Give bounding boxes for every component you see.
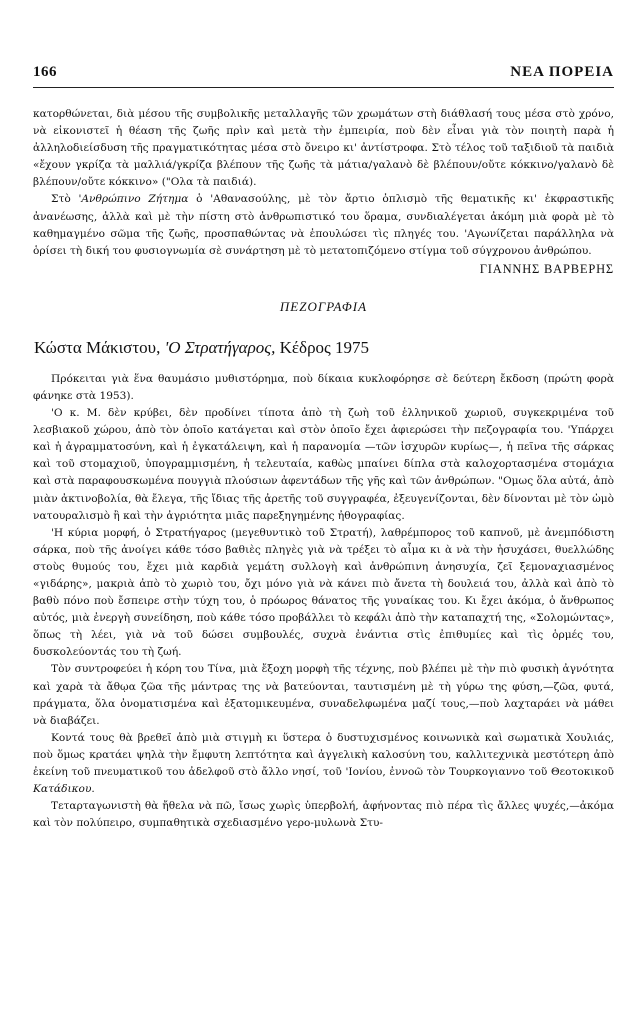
journal-title: ΝΕΑ ΠΟΡΕΙΑ	[510, 64, 614, 80]
running-header	[33, 64, 614, 88]
intro-p2-rest: ὁ 'Αθανασούλης, μὲ τὸν ἄρτιο ὁπλισμὸ τῆς θεματικῆς κι' ἐκφραστικῆς ἀνανέωσης, ἀλλὰ καὶ μὲ τὴν πίστη στὸ ἀνθρωπιστικό του ὅραμα, συνδιαλέγεται ἀκόμη μιὰ φορὰ μὲ τὸ καθημαγμένο σῶμα τῆς ζωῆς, προσπαθώντας νὰ ἐπουλώσει τὶς πληγές του. 'Αγωνίζεται παράλληλα νὰ ὁρίσει τὴ δική του φυσιογνωμία σὲ συνάρτηση μὲ τὸ μετατοπιζόμενο στίγμα τοῦ σύγχρονου ἀνθρώπου.	[33, 193, 614, 257]
review-body	[33, 371, 614, 833]
intro-p2-prefix: Στὸ	[51, 193, 79, 206]
review-author: Κώστα Μάκιστου,	[34, 337, 161, 357]
review-book-title: 'Ο Στρατήγαρος,	[164, 337, 276, 357]
review-paragraph: Πρόκειται γιὰ ἕνα θαυμάσιο μυθιστόρημα, ποὺ δίκαια κυκλοφόρησε σὲ δεύτερη ἔκδοση (πρώτη φορὰ φάνηκε στὰ 1953).	[33, 372, 614, 402]
intro-paragraph-1: κατορθώνεται, διὰ μέσου τῆς συμβολικῆς μεταλλαγῆς τῶν χρωμάτων στὴ διάθλασή τους μέσα στὸ χρόνο, νὰ εἰκονιστεῖ ἡ θέαση τῆς ζωῆς πρὶν καὶ μετὰ τὴν ἐμπειρία, ποὺ δὲν εἶναι γιὰ τὸν ποιητὴ παρὰ ἡ ἀλληλοδιείσδυση τῆς πραγματικότητας μέσα στὸ ὄνειρο κι' ἀντίστροφα. Στὸ τέλος τοῦ ταξιδιοῦ τὰ παιδιὰ «ἔχουν γκρίζα τὰ μαλλιά/γκρίζα βλέπουν τῆς ζωῆς τὰ μάτια/γαλανὸ δὲ βλέπουν/οὔτε κόκκινο/γαλανὸ δὲ βλέπουν/οὔτε κόκκινο» ("Ολα τὰ παιδιά).	[33, 108, 614, 189]
section-heading: ΠΕΖΟΓΡΑΦΙΑ	[279, 298, 368, 314]
review-paragraph: 'Ο κ. Μ. δὲν κρύβει, δὲν προδίνει τίποτα ἀπὸ τὴ ζωὴ τοῦ ἑλληνικοῦ χωριοῦ, συγκεκριμένα τοῦ λεσβιακοῦ χώρου, ἀπὸ τὸν ὁποῖο κατάγεται καὶ στὸν ὁποῖο ἔχει ἀφιερώσει τὴν πεζογραφία του. 'Υπάρχει καὶ ἡ ἀγραμματοσύνη, καὶ ἡ ἐγκατάλειψη, καὶ ἡ παρανομία —τῶν ἰσχυρῶν κυρίως—, ἡ πεῖνα τῆς σάρκας καὶ τοῦ στομαχιοῦ, ὑπογραμμισμένη, ἡ τελευταία, καθὼς μπαίνει δίπλα στὰ καλοχορτασμένα στομάχια καὶ στὰ παραφουσκωμένα πουγγιὰ πλούσιων ἀφεντάδων τῆς γῆς καὶ τῶν ἀνθρώπων. "Ομως ὅλα αὐτά, ἀπὸ μιὰν ἀκτινοβολία, θὰ ἔλεγα, τῆς ἴδιας τῆς ἀρετῆς τοῦ συγγραφέα, ἐξευγενίζονται, δὲν δίνονται μὲ τὸν ὠμὸ νατουραλισμὸ ἢ καὶ τὴν ἀγριότητα μιᾶς παρεξηγημένης ἠθογραφίας.	[33, 407, 614, 522]
book-title-anthropino-zitima: 'Ανθρώπινο Ζήτημα	[78, 193, 189, 206]
review-paragraph: 'Η κύρια μορφή, ὁ Στρατήγαρος (μεγεθυντικὸ τοῦ Στρατή), λαθρέμπορος τοῦ καπνοῦ, μὲ ἀνεμπόδιστη σάρκα, ποὺ τῆς ἀνοίγει κάθε τόσο βαθιὲς πληγὲς γιὰ νὰ τρέξει τὸ αἷμα κι ὰ νὰ τὴν ἡσυχάσει, θυελλώδης στοὺς θυμούς του, ἔχει μιὰ καρδιὰ γεμάτη συλλογὴ καὶ ἀνθρώπινη ἀνησυχία, ζεῖ ξεμοναχιασμένος «γιδάρης», μακριὰ ἀπὸ τὸ χωριὸ του, ὄχι μόνο γιὰ νὰ κάνει πιὸ ἄνετα τὴ δουλειά του, ἀλλὰ καὶ ἀπὸ τὸ βαθὺ πόνο ποὺ ἔσπειρε στὴν τύχη του, ὁ πρόωρος θάνατος τῆς γυναίκας του. Κι ἔχει ἀκόμα, ὁ ἄνθρωπος αὐτός, μιὰ ἐνεργὴ συνείδηση, ποὺ κάθε τόσο προβάλλει τὸ κεφάλι ἀπὸ τὴν καταπαχτή της, «Σολομώντας», ὅπως τὴ λέει, γιὰ νὰ τοῦ δώσει συμβουλές, συχνὰ ἐνάντια στὶς ἐπιθυμίες καὶ τὶς ὁρμές του, δυσκολεύοντάς του τὴ ζωή.	[33, 526, 614, 659]
review-paragraph: Τεταρταγωνιστὴ θὰ ἤθελα νὰ πῶ, ἴσως χωρὶς ὑπερβολή, ἀφήνοντας πιὸ πέρα τὶς ἄλλες ψυχές,—ἀκόμα καὶ τὸν πολύπειρο, συμπαθητικὰ σχεδιασμένο γερο-μυλωνὰ Στυ-	[33, 800, 614, 830]
review-paragraph	[33, 730, 614, 798]
review-paragraph-5-end: .	[91, 783, 95, 796]
review-paragraph: Τὸν συντροφεύει ἡ κόρη του Τίνα, μιὰ ἔξοχη μορφὴ τῆς τέχνης, ποὺ βλέπει μὲ τὴν πιὸ φυσικὴ ἀγνότητα καὶ χαρὰ τὰ ἄθῳα ζῶα τῆς μάντρας της νὰ βατεύονται, ταυτισμένη μὲ τὴ γύρω της φύση,—ζῶα, φυτά, πράγματα, ὅλα ὀνοματισμένα καὶ ἐξατομικευμένα, συναδελφωμένα μαζί τους,—ποὺ λαχταράει νὰ μάθει νὰ διαβάζει.	[33, 663, 614, 727]
reviewer-signature: ΓΙΑΝΝΗΣ ΒΑΡΒΕΡΗΣ	[479, 261, 614, 276]
page-number: 166	[33, 64, 57, 80]
book-title-katadikou: Κατάδικου	[33, 783, 92, 796]
intro-paragraph-2	[33, 191, 614, 259]
review-heading	[33, 337, 614, 359]
review-paragraph-5-text: Κοντά τους θὰ βρεθεῖ ἀπὸ μιὰ στιγμὴ κι ὕστερα ὁ δυστυχισμένος κοινωνικὰ καὶ σωματικὰ Χουλιάς, ποὺ ὅμως κρατάει ψηλὰ τὴν ἔμφυτη λεπτότητα καὶ ἀγγελικὴ καλοσύνη του, καλλιτεχνικὰ μεστότερη ἀπὸ ἐκείνη τοῦ πνευματικοῦ του ἀδελφοῦ στὸ ἄλλο νησί, τοῦ 'Ιονίου, ἐννοῶ τὸν Τουρκογιαννο τοῦ Θεοτοκικοῦ	[33, 731, 614, 778]
previous-review-ending	[33, 106, 614, 260]
review-publisher: Κέδρος 1975	[279, 337, 370, 357]
